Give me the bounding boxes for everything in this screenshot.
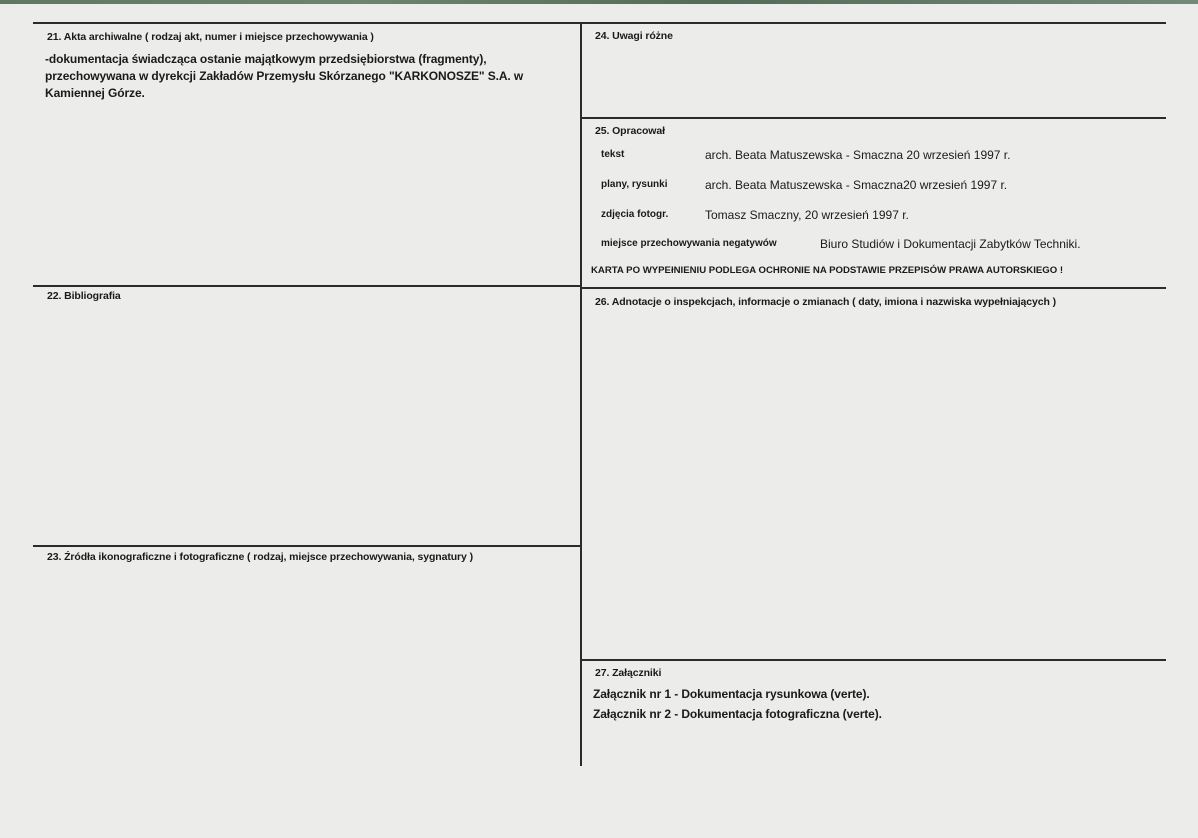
section-21-line-1: -dokumentacja świadcząca ostanie majątkowym przedsiębiorstwa (fragmenty), (45, 52, 487, 66)
top-rule (33, 22, 1166, 24)
section-21-line-2: przechowywana w dyrekcji Zakładów Przemysłu Skórzanego "KARKONOSZE" S.A. w (45, 69, 524, 83)
section-21-line-3: Kamiennej Górze. (45, 86, 145, 100)
section-23-title: 23. Źródła ikonograficzne i fotograficzne ( rodzaj, miejsce przechowywania, sygnatury ) (47, 551, 473, 563)
rule-25-26 (580, 287, 1166, 289)
row-label-photos: zdjęcia fotogr. (601, 209, 669, 220)
row-value-text: arch. Beata Matuszewska - Smaczna 20 wrzesień 1997 r. (705, 148, 1011, 162)
section-22-title: 22. Bibliografia (47, 290, 121, 302)
rule-26-27 (580, 659, 1166, 661)
copyright-notice: KARTA PO WYPEłNIENIU PODLEGA OCHRONIE NA PODSTAWIE PRZEPISÓW PRAWA AUTORSKIEGO ! (591, 265, 1064, 276)
attachment-1: Załącznik nr 1 - Dokumentacja rysunkowa (verte). (593, 687, 870, 701)
row-label-negatives: miejsce przechowywania negatywów (601, 238, 777, 249)
scan-top-edge (0, 0, 1198, 4)
section-27-title: 27. Załączniki (595, 667, 662, 679)
row-value-drawings: arch. Beata Matuszewska - Smaczna20 wrzesień 1997 r. (705, 178, 1008, 192)
section-21-title: 21. Akta archiwalne ( rodzaj akt, numer i miejsce przechowywania ) (47, 31, 374, 43)
attachment-2: Załącznik nr 2 - Dokumentacja fotograficzna (verte). (593, 707, 882, 721)
rule-22-23 (33, 545, 581, 547)
section-24-title: 24. Uwagi różne (595, 30, 673, 42)
section-26-title: 26. Adnotacje o inspekcjach, informacje o zmianach ( daty, imiona i nazwiska wypełniających ) (595, 296, 1057, 308)
section-25-title: 25. Opracował (595, 125, 665, 137)
rule-21-22 (33, 285, 581, 287)
row-value-negatives: Biuro Studiów i Dokumentacji Zabytków Techniki. (820, 237, 1081, 251)
rule-24-25 (580, 117, 1166, 119)
row-label-text: tekst (601, 149, 625, 160)
row-label-drawings: plany, rysunki (601, 179, 668, 190)
row-value-photos: Tomasz Smaczny, 20 wrzesień 1997 r. (705, 208, 909, 222)
center-divider (580, 22, 582, 766)
